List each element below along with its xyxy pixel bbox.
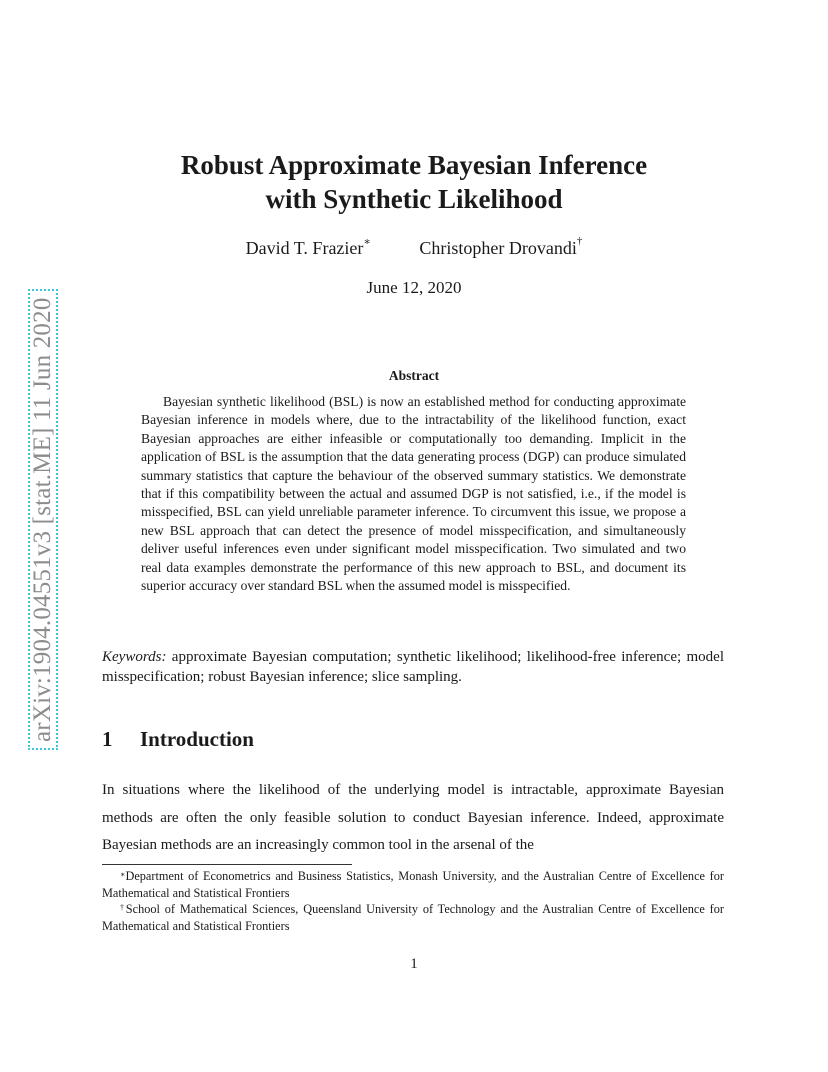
- footnote-2: [102, 901, 724, 934]
- footnote-2-text: School of Mathematical Sciences, Queensland University of Technology and the Australian Centre of Excellence for Mathematical and Statistical Frontiers: [102, 902, 724, 933]
- arxiv-side-stamp: [30, 250, 56, 750]
- author-2-footnote-mark[interactable]: †: [576, 235, 583, 247]
- footnote-1-mark: ∗: [120, 870, 126, 879]
- introduction-paragraph: In situations where the likelihood of the underlying model is intractable, approximate Bayesian methods are often the only feasible solution to conduct Bayesian inference. Indeed, approximate Bayesian methods are an increasingly common tool in the arsenal of the: [102, 782, 724, 853]
- footnote-1: [102, 868, 724, 901]
- keywords-label: Keywords:: [102, 649, 167, 665]
- author-2-name: Christopher Drovandi: [419, 238, 577, 258]
- keywords-text: approximate Bayesian computation; synthetic likelihood; likelihood-free inference; model misspecification; robust Bayesian inference; slice sampling.: [102, 649, 724, 685]
- abstract-text: Bayesian synthetic likelihood (BSL) is now an established method for conducting approximate Bayesian inference in models where, due to the intractability of the likelihood function, exact Bayesian approaches are either infeasible or computationally too demanding. Implicit in the application of BSL is the assumption that the data generating process (DGP) can produce simulated summary statistics that capture the behaviour of the observed summary statistics. We demonstrate that if this compatibility between the actual and assumed DGP is not satisfied, i.e., if the model is misspecified, BSL can yield unreliable parameter inference. To circumvent this issue, we propose a new BSL approach that can detect the presence of model misspecification, and simultaneously deliver useful inferences even under significant model misspecification. Two simulated and two real data examples demonstrate the performance of this new approach to BSL, and document its superior accuracy over standard BSL when the assumed model is misspecified.: [141, 394, 686, 594]
- paper-date: June 12, 2020: [366, 278, 462, 297]
- arxiv-identifier[interactable]: arXiv:1904.04551v3 [stat.ME] 11 Jun 2020: [28, 289, 58, 750]
- page-number: 1: [410, 956, 418, 972]
- section-title: Introduction: [140, 727, 254, 751]
- author-1-name: David T. Frazier: [245, 238, 364, 258]
- section-number: 1: [102, 727, 113, 751]
- title-line-1: Robust Approximate Bayesian Inference: [180, 150, 648, 180]
- author-list: [0, 235, 828, 259]
- keywords: [102, 647, 724, 687]
- author-1-footnote-mark[interactable]: ∗: [363, 236, 371, 248]
- abstract-heading: Abstract: [388, 368, 440, 383]
- paper-title: [0, 148, 828, 216]
- footnotes: [102, 868, 724, 934]
- author-1: [246, 238, 371, 259]
- author-2: [419, 235, 583, 259]
- footnote-1-text: Department of Econometrics and Business Statistics, Monash University, and the Australian Centre of Excellence for Mathematical and Statistical Frontiers: [102, 869, 724, 900]
- footnote-divider: [102, 864, 352, 865]
- section-heading-introduction: [102, 727, 254, 752]
- title-line-2: with Synthetic Likelihood: [265, 184, 563, 214]
- footnote-2-mark: †: [120, 903, 126, 912]
